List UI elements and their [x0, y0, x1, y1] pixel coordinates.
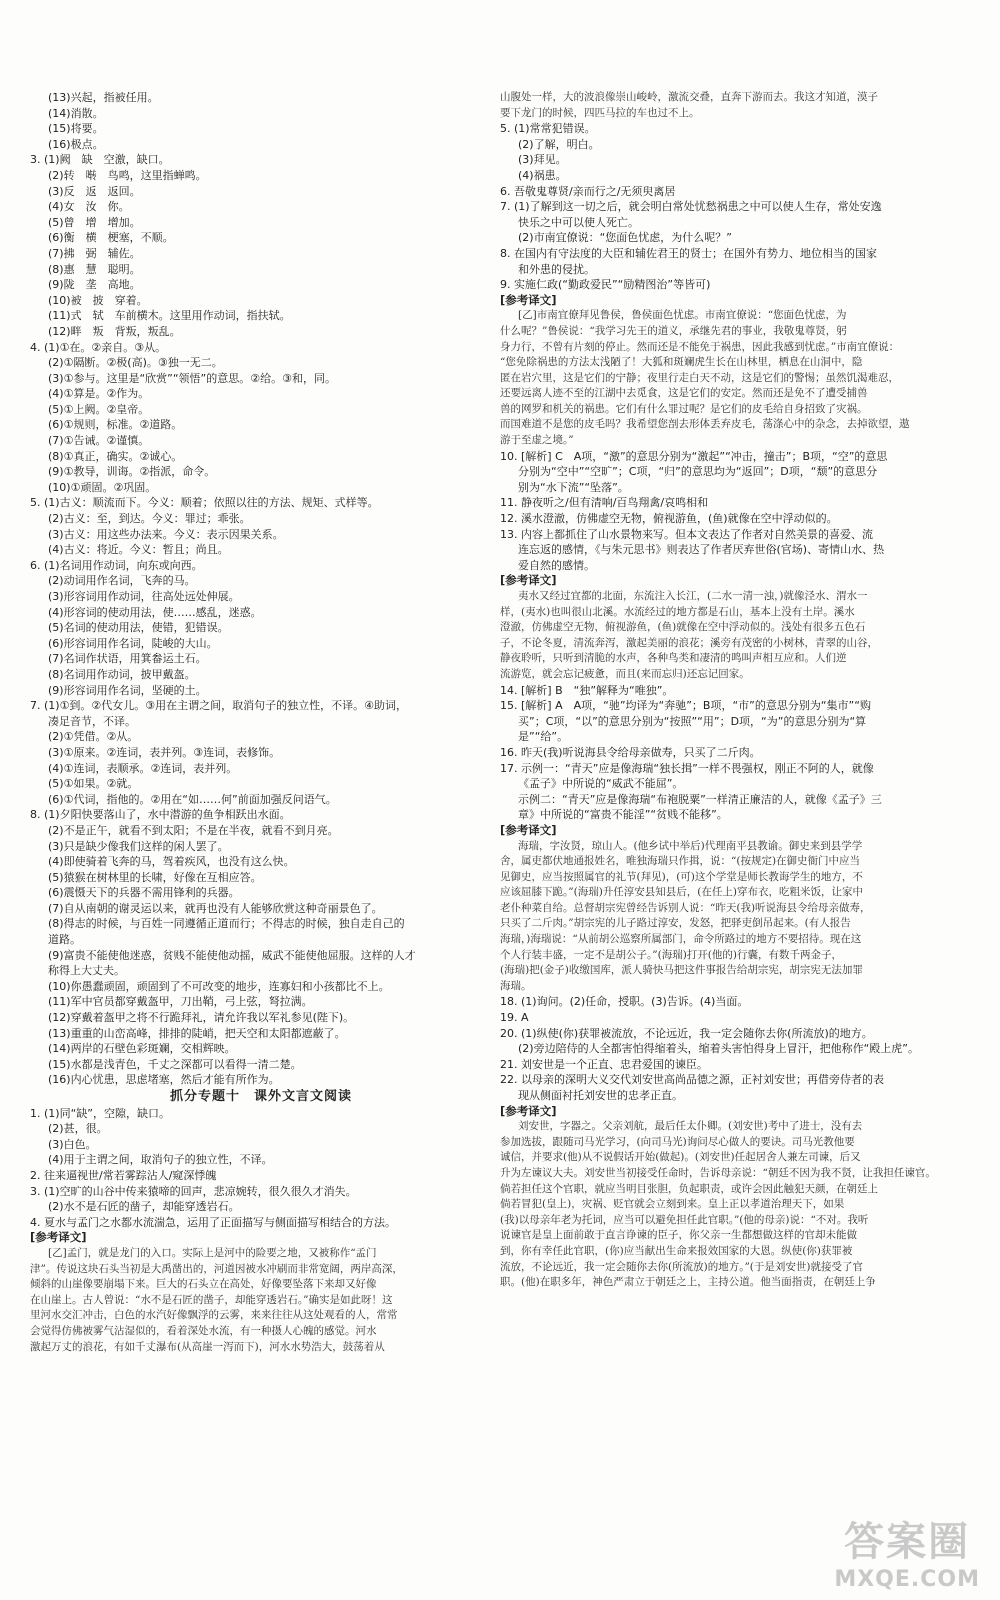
text-line: (11)军中官员都穿戴盔甲，刀出鞘，弓上弦，弩拉满。: [48, 995, 313, 1009]
text-line: (7)名词作状语，用箕畚运土石。: [48, 652, 207, 666]
text-line: (6)①代词，指他的。②用在“如……何”前面加强反问语气。: [48, 792, 337, 806]
text-line: 17. 示例一：“青天”应是像海瑞“独长揖”一样不畏强权，刚正不阿的人，就像: [500, 761, 874, 775]
text-line: (4)祸患。: [518, 168, 567, 182]
text-line: (4)①算是。②作为。: [48, 387, 150, 401]
translation-line: [乙]市南宜僚拜见鲁侯，鲁侯面色忧虑。市南宜僚说：“您面色忧虑，为: [518, 309, 847, 322]
text-line: 现从侧面衬托刘安世的忠孝正直。: [518, 1089, 683, 1102]
text-line: (5)名词的使动用法，使错，犯错误。: [48, 621, 229, 635]
section-heading: 抓分专题十 课外文言文阅读: [169, 1089, 352, 1104]
text-line: 20. (1)纵使(你)获罪被流放，不论远近，我一定会随你去你(所流放)的地方。: [500, 1026, 873, 1040]
translation-line: 还要远离人迹不至的江湖中去觅食，这是它们的安定。然而还是免不了遭受捕兽: [500, 387, 868, 400]
text-line: 凑足音节，不译。: [48, 714, 136, 728]
translation-line: 倾斜的山崖像要崩塌下来。巨大的石头立在高处，好像要坠落下来却又好像: [30, 1278, 377, 1291]
text-line: 别为“水下流”“坠落”。: [518, 480, 629, 494]
translation-line: 津”。传说这块石头当初是大禹凿出的，河道因被水冲刷而非常宽阔，两岸高深，: [30, 1262, 403, 1275]
translation-line: 个人行装丰盛，一定不是胡公子。”(海瑞)打开(他的)行囊，有数千两金子，: [500, 948, 843, 961]
text-line: 1. (1)同“缺”，空隙，缺口。: [30, 1106, 170, 1120]
text-line: 16. 昨天(我)听说海县令给母亲做寿，只买了二斤肉。: [500, 745, 761, 759]
translation-line: 说谏官是皇上面前敢于直言诤谏的臣子，你父亲一生都想做这样的官却未能做: [500, 1229, 857, 1242]
translation-line: 老仆种菜自给。总督胡宗宪曾经告诉别人说：“昨天(我)听说海县令给母亲做寿，: [500, 901, 871, 914]
text-line: (4)女 汝 你。: [48, 200, 130, 214]
text-line: (5)①如果。②就。: [48, 777, 139, 791]
text-line: 6. (1)名词用作动词，向东或向西。: [30, 558, 203, 572]
text-line: 3. (1)空旷的山谷中传来猿啼的回声，悲凉婉转，很久很久才消失。: [30, 1184, 357, 1198]
text-line: 5. (1)常常犯错误。: [500, 122, 596, 136]
reference-translation-label: [参考译文]: [500, 1103, 557, 1118]
translation-line: (我)以母亲年老为托词，应当可以避免担任此官职。”(他的母亲)说：“不对。我听: [500, 1213, 869, 1226]
translation-line: 流放，不论远近，我一定会随你去你(所流放)的地方。”(于是刘安世)就接受了官: [500, 1260, 864, 1273]
text-line: (4)用于主谓之间，取消句子的独立性，不译。: [48, 1153, 273, 1167]
watermark-logo: [834, 1510, 980, 1592]
text-line: (8)①真正，确实。②诚心。: [48, 449, 183, 463]
text-line: (8)惠 慧 聪明。: [48, 262, 141, 276]
text-line: (10)你愚蠢顽固，顽固到了不可改变的地步，连寡妇和小孩都比不上。: [48, 979, 390, 993]
text-line: (4)古义：将近。今义：暂且；尚且。: [48, 543, 229, 557]
text-line: (2)市南宜僚说：“您面色忧虑，为什么呢？”: [518, 231, 732, 245]
text-line: 2. 往来逼视世/常若雾踪沾人/窥深悸魄: [30, 1168, 217, 1182]
translation-line: 样，(夷水)也叫很山北溪。水流经过的地方都是石山，基本上没有土岸。溪水: [500, 605, 855, 618]
text-line: 8. (1)夕阳快要落山了，水中潜游的鱼争相跃出水面。: [30, 808, 291, 822]
translation-line: 在山崖上。古人曾说：“水不是石匠的凿子，却能穿透岩石。”确实是如此呀！这: [30, 1293, 393, 1306]
text-line: 章》中所说的“富贵不能淫”“贫贱不能移”。: [518, 808, 728, 822]
text-line: (2)旁边陪侍的人全都害怕得缩着头，缩着头害怕得身上冒汗，把他称作“殿上虎”。: [518, 1042, 919, 1056]
text-line: (12)穿戴着盔甲之将不行跪拜礼，请允许我以军礼参见(陛下)。: [48, 1011, 355, 1025]
translation-line: 夷水又经过宜都的北面，东流注入长江，(二水一清一浊，)就像泾水、渭水一: [518, 590, 868, 602]
translation-line: [乙]孟门，就是龙门的入口。实际上是河中的险要之地，又被称作“孟门: [48, 1246, 377, 1259]
translation-line: “您免除祸患的方法太浅陋了！大狐和斑斓虎生长在山林里，栖息在山洞中，隐: [500, 356, 863, 369]
translation-line: 舍，属吏都伏地通报姓名，唯独海瑞只作揖，说：“(按规定)在御史衙门中应当: [500, 855, 861, 868]
translation-line: 倘若担任这个官职，就应当明目张胆，负起职责，或许会因此触犯天颜，在朝廷上: [500, 1182, 878, 1195]
text-line: (3)①原来。②连词，表并列。③连词，表修饰。: [48, 745, 281, 759]
text-line: (5)曾 增 增加。: [48, 215, 141, 229]
text-line: (15)水都是浅青色，千丈之深都可以看得一清二楚。: [48, 1057, 302, 1071]
text-line: 11. 静夜听之/但有清响/百鸟翔禽/哀鸣相和: [500, 496, 709, 510]
translation-line: 见御史，应当按照属官的礼节(拜见)，(可)这个学堂是师长教诲学生的地方，不: [500, 870, 863, 883]
reference-translation-label: [参考译文]: [30, 1230, 87, 1245]
translation-line: 职。(他)在职多年，神色严肃立于朝廷之上，主持公道。他当面指责，在朝廷上争: [500, 1276, 876, 1289]
text-line: (3)①参与。这里是“欣赏”“领悟”的意思。②给。③和，同。: [48, 371, 336, 385]
translation-line: 会觉得仿佛被雾气沾湿似的，看着深处水流，有一种摄人心魄的感觉。河水: [30, 1324, 377, 1337]
text-line: (11)式 轼 车前横木。这里用作动词，指扶轼。: [48, 309, 291, 323]
text-line: (4)即使骑着飞奔的马，驾着疾风，也没有这么快。: [48, 855, 295, 869]
text-line: 9. 实施仁政(“勤政爱民”“励精图治”等皆可): [500, 278, 711, 292]
text-line: 是”“给”。: [518, 730, 569, 744]
translation-line: 只买了二斤肉。”胡宗宪的儿子路过淳安，发怒，把驿吏倒吊起来。(有人报告: [500, 917, 851, 930]
text-line: 18. (1)询问。(2)任命，授职。(3)告诉。(4)当面。: [500, 995, 749, 1009]
translation-line: 倘若冒犯(皇上)，灾祸、贬官就会立刻到来。皇上正以孝道治理天下，如果: [500, 1198, 845, 1211]
translation-line: 身力行，不曾有片刻的停止。然而还是不能免于祸患，因此我感到忧虑。”市南宜僚说：: [500, 340, 900, 353]
reference-translation-label: [参考译文]: [500, 292, 557, 307]
text-line: 7. (1)①到。②代女儿。③用在主谓之间，取消句子的独立性，不译。④助词，: [30, 699, 408, 713]
text-line: (7)拂 弼 辅佐。: [48, 246, 141, 260]
text-line: 道路。: [48, 933, 81, 947]
left-column: [30, 90, 492, 1355]
translation-line: (海瑞)把(金子)收缴国库，派人骑快马把这件事报告给胡宗宪，胡宗宪无法加罪: [500, 964, 863, 977]
translation-line: 兽的网罗和机关的祸患。它们有什么罪过呢？是它们的皮毛给自身招致了灾祸。: [500, 402, 868, 415]
text-line: (4)形容词的使动用法，使……感乱，迷惑。: [48, 605, 262, 619]
text-line: (3)古义：用这些办法来。今义：表示因果关系。: [48, 527, 284, 541]
text-line: (2)甚，很。: [48, 1122, 108, 1136]
text-line: (9)富贵不能使他迷惑，贫贱不能使他动摇，威武不能使他屈服。这样的人才: [48, 948, 416, 962]
text-line: (6)震慑天下的兵器不需用锋利的兵器。: [48, 886, 240, 900]
right-column: [500, 90, 962, 1291]
text-line: 4. 夏水与孟门之水都水流湍急，运用了正面描写与侧面描写相结合的方法。: [30, 1215, 396, 1229]
translation-line: 诚信，并要求(他)从不说假话开始(做起)。(刘安世)任起居舍人兼左司谏，后又: [500, 1151, 861, 1164]
text-line: (12)畔 叛 背叛，叛乱。: [48, 324, 181, 338]
text-line: (10)被 披 穿着。: [48, 293, 148, 307]
text-line: (3)白色。: [48, 1137, 97, 1151]
translation-line: 而国难道不是您的皮毛吗？我希望您剖去形体丢弃皮毛，荡涤心中的杂念，去掉欲望，遨: [500, 418, 910, 431]
text-line: (16)内心忧患，思虑堵塞，然后才能有所作为。: [48, 1073, 280, 1087]
translation-line: 要下龙门的时候，四匹马拉的车也过不上。: [500, 106, 700, 119]
text-line: 10. [解析] C A项，“激”的意思分别为“激起”“冲击，撞击”；B项，“空”的意思: [500, 449, 888, 463]
text-line: 连忘返的感情，《与朱元思书》则表达了作者厌弃世俗(官场)、寄情山水、热: [518, 543, 885, 557]
translation-line: 山腹处一样，大的波浪像崇山峻岭，激流交叠，直奔下游而去。我这才知道，漠子: [500, 91, 878, 103]
text-line: (3)拜见。: [518, 153, 567, 167]
reference-translation-label: [参考译文]: [500, 573, 557, 588]
text-line: (9)陇 垄 高地。: [48, 278, 141, 292]
translation-line: 静夜聆听，只听到清脆的水声，各种鸟类和凄清的鸣叫声相互应和。人们逆: [500, 652, 847, 665]
text-line: (2)动词用作名词，飞奔的马。: [48, 574, 196, 588]
watermark-logo-text: 答案圈: [844, 1519, 971, 1565]
text-line: (3)反 返 返回。: [48, 184, 141, 198]
text-line: (5)①上阙。②皇帝。: [48, 402, 150, 416]
text-line: (2)水不是石匠的凿子，却能穿透岩石。: [48, 1200, 240, 1214]
text-line: (14)两岸的石壁色彩斑斓，交相辉映。: [48, 1042, 236, 1056]
text-line: 5. (1)古义：顺流而下。今义：顺着；依照以往的方法、规矩、式样等。: [30, 496, 379, 510]
text-line: 8. 在国内有守法度的大臣和辅佐君王的贤士；在国外有势力、地位相当的国家: [500, 246, 877, 260]
text-line: 6. 吾敬鬼尊贤/亲而行之/无须臾离居: [500, 184, 676, 198]
text-line: 13. 内容上都抓住了山水景物来写。但本文表达了作者对自然美景的喜爱、流: [500, 527, 873, 541]
text-line: 分别为“空中”“空旷”；C项，“归”的意思均为“返回”；D项，“颓”的意思分: [518, 465, 878, 479]
text-line: 买”；C项，“以”的意思分别为“按照”“用”；D项，“为”的意思分别为“算: [518, 714, 867, 728]
text-line: (8)名词用作动词，披甲戴盔。: [48, 667, 196, 681]
text-line: (8)得志的时候，与百姓一同遵循正道而行；不得志的时候，独自走自己的: [48, 917, 405, 931]
translation-line: 激起万丈的浪花，有如千丈瀑布(从高崖一泻而下)，河水水势浩大，鼓荡着从: [30, 1340, 385, 1353]
text-line: (2)了解，明白。: [518, 137, 600, 151]
text-line: (2)①隔断。②极(高)。③独一无二。: [48, 356, 223, 370]
text-line: (3)形容词用作动词，往高处远处伸展。: [48, 590, 240, 603]
text-line: (5)猿猴在树林里的长啸，好像在互相应答。: [48, 870, 262, 884]
text-line: 7. (1)了解到这一切之后，就会明白常处忧愁祸患之中可以使人生存，常处安逸: [500, 200, 882, 214]
translation-line: 海瑞，字汝贤，琼山人。(他乡试中举后)代理南平县教谕。御史来到县学学: [518, 839, 863, 852]
translation-line: 子，不论冬夏，清流奔泻，激起美丽的浪花；溪旁有茂密的小树林，青翠的山谷，: [500, 636, 878, 649]
text-line: 示例二：“青天”应是像海瑞“布袍脱粟”一样清正廉洁的人，就像《孟子》三: [518, 792, 882, 806]
translation-line: 应该屈膝下跪。”(海瑞)升任淳安县知县后，(在任上)穿布衣，吃粗米饭，让家中: [500, 886, 864, 899]
text-line: (2)不是正午，就看不到太阳；不是在半夜，就看不到月亮。: [48, 823, 339, 837]
translation-line: 参加选拔，跟随司马光学习，(向司马光)询问尽心做人的要诀。司马光教他要: [500, 1135, 855, 1148]
watermark-url: MXQE.COM: [834, 1567, 980, 1592]
text-line: (6)衡 横 梗塞，不顺。: [48, 231, 174, 245]
text-line: (7)①告诫。②谨慎。: [48, 434, 150, 448]
translation-line: 流游览，就会忘记疲惫，而且(来而忘归)还忘记回家。: [500, 667, 750, 680]
text-line: 和外患的侵扰。: [518, 262, 595, 276]
translation-line: 匿在岩穴里，这是它们的宁静；夜里行走白天不动，这是它们的警惕；虽然饥渴难忍，: [500, 371, 899, 384]
text-line: 爱自然的感情。: [518, 558, 595, 572]
text-line: 快乐之中可以使人死亡。: [518, 215, 639, 229]
reference-translation-label: [参考译文]: [500, 822, 557, 837]
text-line: 14. [解析] B “独”解释为“唯独”。: [500, 683, 674, 697]
text-line: (16)极点。: [48, 137, 104, 151]
text-line: 《孟子》中所说的“威武不能屈”。: [518, 777, 684, 791]
text-line: (15)将要。: [48, 122, 104, 136]
text-line: 称得上大丈夫。: [48, 964, 125, 978]
text-line: (9)①教导，训诲。②指派，命令。: [48, 465, 216, 479]
text-line: 22. 以母亲的深明大义交代刘安世高尚品德之源，正衬刘安世；再借旁侍者的表: [500, 1073, 884, 1087]
text-line: (2)①凭借。②从。: [48, 730, 139, 744]
text-line: 12. 溪水澄澈，仿佛虚空无物，俯视游鱼，(鱼)就像在空中浮动似的。: [500, 512, 838, 526]
text-line: (4)①连词，表顺承。②连词，表并列。: [48, 761, 238, 775]
text-line: (7)自从南朝的谢灵运以来，就再也没有人能够欣赏这种奇丽景色了。: [48, 901, 383, 915]
text-line: (14)消散。: [48, 106, 104, 120]
translation-line: 刘安世，字器之。父亲刘航，最后任太仆卿。(刘安世)考中了进士，没有去: [518, 1120, 863, 1133]
text-line: 21. 刘安世是一个正直、忠君爱国的谏臣。: [500, 1057, 708, 1071]
translation-line: 海瑞。: [500, 979, 532, 992]
text-line: (6)形容词用作名词，陡峻的大山。: [48, 636, 218, 650]
text-line: (13)重重的山峦高峰，排排的陡峭，把天空和太阳都遮蔽了。: [48, 1026, 346, 1040]
text-line: (10)①顽固。②巩固。: [48, 480, 157, 494]
text-line: (2)古义：至，到达。今义：罪过；乖张。: [48, 512, 251, 526]
text-line: 19. A: [500, 1011, 529, 1025]
text-line: 15. [解析] A A项，“驰”均译为“奔驰”；B项，“市”的意思分别为“集市”“购: [500, 699, 871, 713]
text-line: (2)转 啭 鸟鸣，这里指蝉鸣。: [48, 168, 207, 182]
text-line: (6)①规则，标准。②道路。: [48, 418, 183, 432]
translation-line: 什么呢？”鲁侯说：“我学习先王的道义，承继先君的事业，我敬鬼尊贤，躬: [500, 324, 847, 337]
translation-line: 游于至虚之境。”: [500, 434, 574, 447]
translation-line: 海瑞，)海瑞说：“从前胡公巡察所属部门，命令所路过的地方不要招待。现在这: [500, 933, 862, 946]
text-line: (13)兴起，指被任用。: [48, 91, 159, 104]
text-line: 3. (1)阙 缺 空激，缺口。: [30, 153, 170, 167]
translation-line: 升为左谏议大夫。刘安世当初接受任命时，告诉母亲说：“朝廷不因为我不贤，让我担任谏官。: [500, 1166, 936, 1179]
text-line: (3)只是缺少像我们这样的闲人罢了。: [48, 839, 229, 853]
translation-line: 澄澈，仿佛虚空无物，俯视游鱼，(鱼)就像在空中浮动似的。浅处有很多五色石: [500, 621, 866, 634]
translation-line: 里河水交汇冲击，白色的水汽好像飘浮的云雾，来来往往从这处观看的人，常常: [30, 1309, 398, 1322]
text-line: (9)形容词用作名词，坚硬的土。: [48, 683, 207, 697]
text-line: 4. (1)①在。②亲自。③从。: [30, 340, 167, 354]
translation-line: 到，你有幸任此官职，(你)应当献出生命来报效国家的大恩。纵使(你)获罪被: [500, 1244, 853, 1257]
